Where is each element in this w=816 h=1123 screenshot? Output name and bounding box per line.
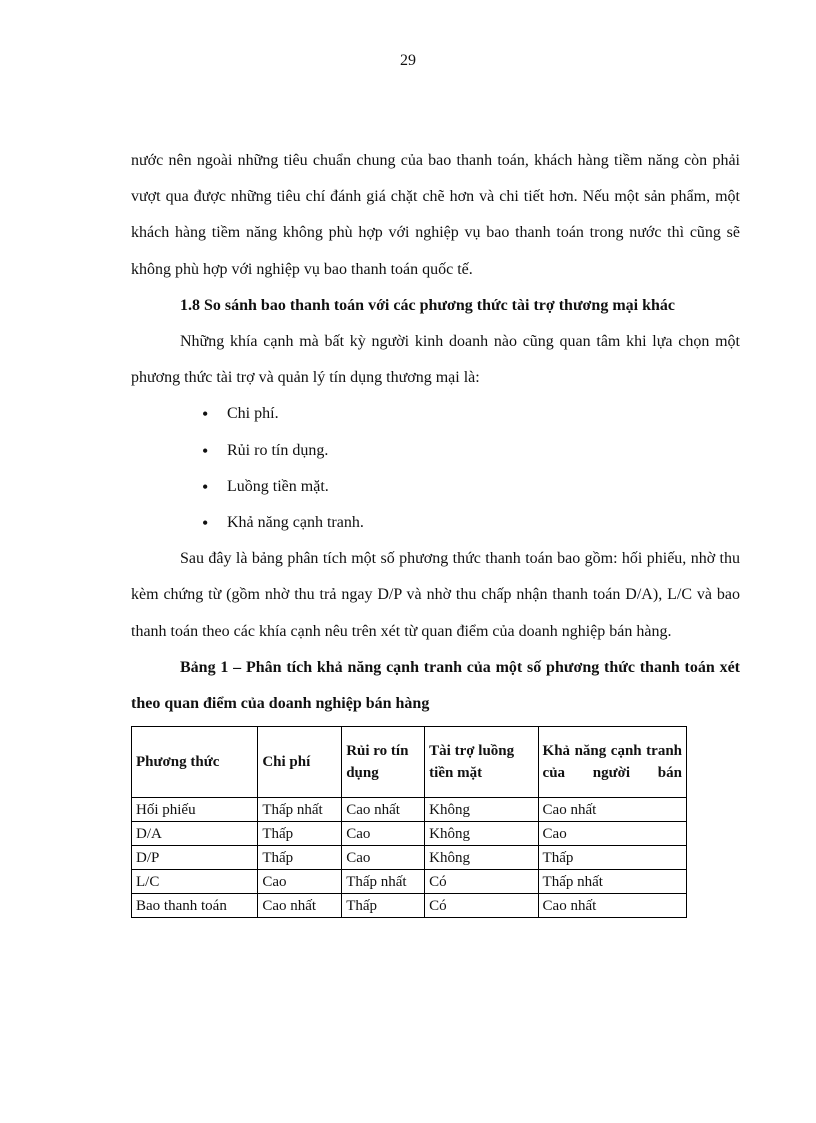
comparison-table (131, 726, 687, 918)
table-caption: Bảng 1 – Phân tích khả năng cạnh tranh của một số phương thức thanh toán xét theo quan điểm của doanh nghiệp bán hàng (131, 658, 740, 713)
table-cell: Cao (538, 822, 686, 846)
bullet-item: • Chi phí. (202, 396, 740, 432)
header-cost: Chi phí (258, 727, 342, 798)
header-credit-risk: Rủi ro tín dụng (342, 727, 425, 798)
table-cell: Không (425, 798, 538, 822)
section-heading: 1.8 So sánh bao thanh toán với các phương thức tài trợ thương mại khác (180, 296, 675, 314)
table-row (132, 870, 687, 894)
bullet-item: • Rủi ro tín dụng. (202, 433, 740, 469)
table-cell: Không (425, 846, 538, 870)
bullet-item: • Luồng tiền mặt. (202, 469, 740, 505)
table-row (132, 894, 687, 918)
table-cell: Không (425, 822, 538, 846)
table-cell: D/P (132, 846, 258, 870)
table-cell: Cao nhất (538, 894, 686, 918)
table-cell: Hối phiếu (132, 798, 258, 822)
header-cash-flow: Tài trợ luồng tiền mặt (425, 727, 538, 798)
paragraph-continuation: nước nên ngoài những tiêu chuẩn chung của bao thanh toán, khách hàng tiềm năng còn phải vượt qua được những tiêu chí đánh giá chặt chẽ hơn và chi tiết hơn. Nếu một sản phẩm, một khách hàng tiềm năng không phù hợp với nghiệp vụ bao thanh toán trong nước thì cũng sẽ không phù hợp với nghiệp vụ bao thanh toán quốc tế. (131, 152, 740, 278)
bullet-item: • Khả năng cạnh tranh. (202, 505, 740, 541)
table-cell: D/A (132, 822, 258, 846)
table-header-row (132, 727, 687, 798)
page-number: 29 (400, 52, 416, 69)
paragraph-aspects-intro: Những khía cạnh mà bất kỳ người kinh doanh nào cũng quan tâm khi lựa chọn một phương thức tài trợ và quản lý tín dụng thương mại là: (131, 333, 740, 387)
table-cell: Thấp (258, 846, 342, 870)
table-row (132, 798, 687, 822)
table-cell: Cao (342, 846, 425, 870)
table-cell: Thấp nhất (538, 870, 686, 894)
table-cell: Thấp nhất (342, 870, 425, 894)
table-cell: Có (425, 894, 538, 918)
document-body (131, 143, 740, 918)
aspects-bullet-list (131, 396, 740, 541)
paragraph-table-intro: Sau đây là bảng phân tích một số phương thức thanh toán bao gồm: hối phiếu, nhờ thu kèm chứng từ (gồm nhờ thu trả ngay D/P và nhờ thu chấp nhận thanh toán D/A), L/C và bao thanh toán theo các khía cạnh nêu trên xét từ quan điểm của doanh nghiệp bán hàng. (131, 550, 740, 640)
table-cell: Cao nhất (538, 798, 686, 822)
table-cell: Cao (258, 870, 342, 894)
header-method: Phương thức (132, 727, 258, 798)
table-cell: Có (425, 870, 538, 894)
table-row (132, 846, 687, 870)
table-cell: Bao thanh toán (132, 894, 258, 918)
table-cell: Cao (342, 822, 425, 846)
table-cell: Cao nhất (258, 894, 342, 918)
table-cell: Thấp (258, 822, 342, 846)
table-cell: Cao nhất (342, 798, 425, 822)
table-row (132, 822, 687, 846)
table-cell: L/C (132, 870, 258, 894)
table-cell: Thấp (342, 894, 425, 918)
table-cell: Thấp (538, 846, 686, 870)
header-competitiveness: Khả năng cạnh tranh của người bán (538, 727, 686, 798)
table-cell: Thấp nhất (258, 798, 342, 822)
